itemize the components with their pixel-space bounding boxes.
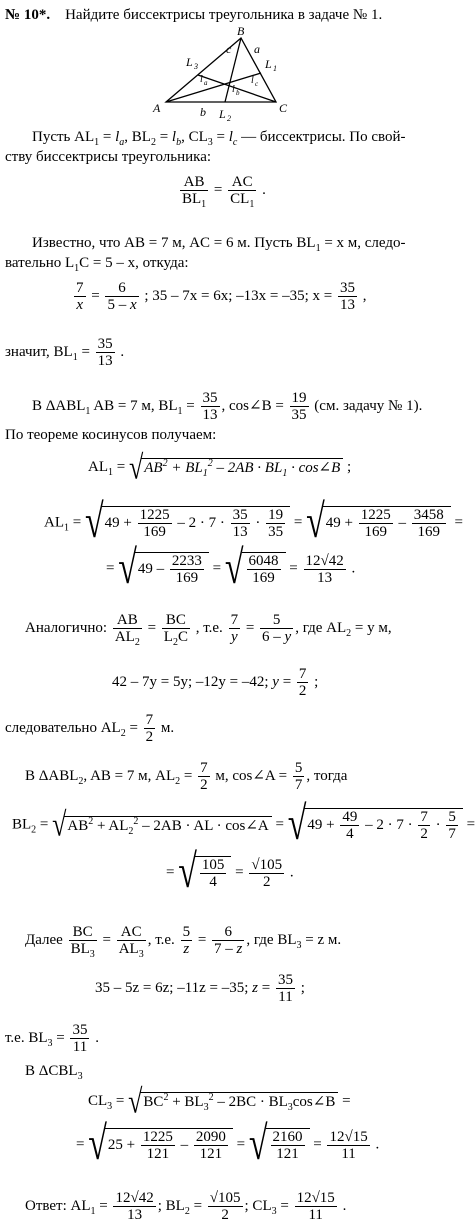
label-l1: L [265,57,272,71]
svg-text:c: c [255,80,259,88]
text-line: Известно, что AB = 7 м, AC = 6 м. Пусть $BL_1 = x$ м, следо- [32,235,406,254]
side-b: b [200,105,206,119]
formula-al1-result: = √49 – $\frac{2233}{169}$ = √ $\frac{6048}{169}$ = $\frac{12√42}{13}$ . [106,542,356,595]
svg-text:3: 3 [194,62,198,71]
formula-cl3-result: = √25 + $\frac{1225}{121}$ – $\frac{2090}{121}$ = √ $\frac{2160}{121}$ = $\frac{12√15}{11}$ . [76,1118,380,1171]
formula-bl2-calc: $BL_2 = √AB^2 + AL_2^2 - 2AB$ · AL · cos∠A = √49 + $\frac{49}{4}$ – 2 · 7 · $\frac{7}{2}$ · $\frac{5}{7}$ = [12,798,475,851]
text-line: В $\Delta ABL_2$, AB = 7 м, $AL_2$ = $\frac{7}{2}$ м, cos∠A = $\frac{5}{7}$ , тогда [25,760,348,793]
formula-al1-general: $AL_1 = √AB^2 + BL_1^2 - 2AB \cdot BL_1$ · cos∠B ; [88,448,352,486]
side-a: a [254,42,260,56]
svg-text:a: a [204,79,208,87]
formula-eq2: 42 – 7y = 5y; –12y = –42; y = $\frac{7}{2}$ ; [112,666,319,699]
problem-header [5,6,382,24]
label-lb: l [232,84,235,95]
label-l2: L [219,107,226,121]
label-lc: l [251,75,254,86]
text-line: вательно $L_1C = 5 - x$, откуда: [5,255,189,274]
triangle-figure [148,26,308,126]
svg-text:b: b [236,89,240,97]
text-line: Пусть $AL_1 = l_a$, $BL_2 = l_b$, $CL_3 = l_c$ — биссектрисы. По свой- [32,129,406,148]
formula-eq3: 35 – 5z = 6z; –11z = –35; z = $\frac{35}{11}$ ; [95,972,305,1005]
side-c: c [226,42,232,56]
formula-analog: Аналогично: $\frac{AB}{AL_2}$ = $\frac{BC}{L_2C}$ , т.е. $\frac{7}{y}$ = $\frac{5}{6 - y}$ , где $AL_2 = y$ м, [25,612,392,648]
problem-number: № 10*. [5,7,51,23]
svg-text:1: 1 [273,64,277,73]
formula-al2: следовательно $AL_2$ = $\frac{7}{2}$ м. [5,712,175,745]
formula-al1-calc: $AL_1 = √49$ + $\frac{1225}{169}$ – 2 · 7 · $\frac{35}{13}$ · $\frac{19}{35}$ = √49 + $\frac{1225}{169}$ – $\frac{3458}{169}$ = [44,496,463,549]
formula-cl3-general: $CL_3 = √BC^2 + BL_3^2 - 2BC$ · $BL_3\cos\angle B$ = [88,1082,351,1120]
formula-bl1: значит, $BL_1$ = $\frac{35}{13}$ . [5,336,125,369]
formula-eq1: $\frac{7}{x}$ = $\frac{6}{5 - x}$ ; 35 – 7x = 6x; –13x = –35; x = $\frac{35}{13}$ , [76,280,367,313]
vertex-c: C [279,101,288,115]
formula-bl3: т.е. $BL_3$ = $\frac{35}{11}$ . [5,1022,99,1055]
problem-statement: Найдите биссектрисы треугольника в задаче № 1. [65,7,383,23]
text-line: В $\Delta ABL_1$ AB = 7 м, $BL_1$ = $\frac{35}{13}$ , cos∠B = $\frac{19}{35}$ (см. задачу № 1). [32,390,423,423]
answer: Ответ: $AL_1$ = $\frac{12√42}{13}$ ; $BL_2$ = $\frac{√105}{2}$ ; $CL_3$ = $\frac{12√15}{11}$ . [25,1190,347,1223]
formula-ratio: $\frac{AB}{BL_1}$ = $\frac{AC}{CL_1}$ . [182,174,266,210]
label-la: l [200,74,203,85]
formula-dalee: Далее $\frac{BC}{BL_3}$ = $\frac{AC}{AL_3}$ , т.е. $\frac{5}{z}$ = $\frac{6}{7 - z}$ , где $BL_3 = z$ м. [25,924,342,960]
svg-text:2: 2 [227,114,231,123]
text-line: По теореме косинусов получаем: [5,427,217,443]
label-l3: L [186,55,193,69]
text-line: ству биссектрисы треугольника: [5,149,212,165]
vertex-a: A [153,101,161,115]
formula-bl2-result: = √ $\frac{105}{4}$ = $\frac{√105}{2}$ . [166,846,294,899]
text-line: В $\Delta CBL_3$ [25,1063,83,1082]
vertex-b: B [237,24,245,38]
